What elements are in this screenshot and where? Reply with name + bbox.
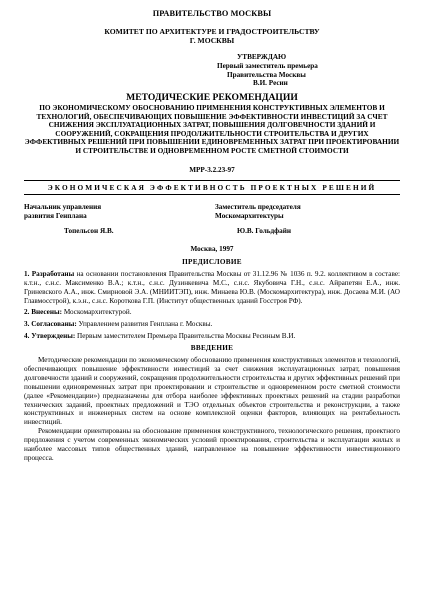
preface-item-3-number: 3. Согласованы: — [24, 320, 77, 329]
preface-item-2-number: 2. Внесены: — [24, 308, 63, 317]
intro-paragraph-2: Рекомендации ориентированы на обоснование применения конструктивного, технологического решения, проектного предложения с учетом современных экономических условий проектирования, строительства и эксплуатации жилых и наиболее массовых типов общественных зданий, направленное на повышение эффективности инвестиционного процесса. — [24, 427, 400, 462]
preface-item-1 — [24, 270, 400, 306]
approval-block — [217, 53, 400, 88]
signature-right-name: Ю.В. Гольдфайн — [237, 227, 292, 236]
signature-left-name: Топельсон Я.В. — [64, 227, 114, 236]
preface-item-4-text: Первым заместителем Премьера Правительства Москвы Ресиным В.И. — [75, 332, 296, 341]
city-year: Москва, 1997 — [190, 244, 234, 253]
approval-line-1: Первый заместитель премьера — [217, 61, 318, 70]
committee-line-1: КОМИТЕТ ПО АРХИТЕКТУРЕ И ГРАДОСТРОИТЕЛЬСТВУ — [104, 26, 320, 36]
signature-right-line-2: Москомархитектуры — [215, 212, 284, 221]
approval-line-2: Правительства Москвы — [227, 70, 306, 79]
signature-right — [215, 203, 400, 221]
series-title: ЭКОНОМИЧЕСКАЯ ЭФФЕКТИВНОСТЬ ПРОЕКТНЫХ РЕШЕНИЙ — [47, 182, 377, 192]
preface-item-1-number: 1. Разработаны — [24, 269, 75, 278]
preface-item-3 — [24, 320, 400, 329]
signature-left-line-1: Начальник управления — [24, 203, 102, 212]
preface-item-4-number: 4. Утверждены: — [24, 332, 76, 341]
preface-item-3-text: Управлением развития Генплана г. Москвы. — [76, 320, 213, 329]
preface-item-1-text: на основании постановления Правительства Москвы от 31.12.96 № 1036 п. 9.2. коллективом в составе: к.т.н., с.н.с. Максименко В.А.; к.т.н., с.н.с. Дузинкевича М.С., с.н.с. Якубовича Г.Н., с.н.с. Айрапетян Е.А., инж. Гриневского А.А., инж. Смирновой Э.А. (МНИИТЭП), инж. Минаева Ю.В. (Москомархитектура), инж. Досаева М.И. (АО Главмосстрой), к.э.н., с.н.с. Короткова Г.П. (Институт общественных зданий Госстроя РФ). — [24, 269, 400, 305]
document-subtitle: ПО ЭКОНОМИЧЕСКОМУ ОБОСНОВАНИЮ ПРИМЕНЕНИЯ КОНСТРУКТИВНЫХ ЭЛЕМЕНТОВ И ТЕХНОЛОГИЙ, ОБЕСПЕЧИВАЮЩИХ ПОВЫШЕНИЕ ЭФФЕКТИВНОСТИ ИНВЕСТИЦИЙ ЗА СЧЕТ СНИЖЕНИЯ ЭКСПЛУАТАЦИОННЫХ ЗАТРАТ, ПОВЫШЕНИЯ ДОЛГОВЕЧНОСТИ ЗДАНИЙ И СООРУЖЕНИЙ, СОКРАЩЕНИЯ ПРОДОЛЖИТЕЛЬНОСТИ СТРОИТЕЛЬСТВА И ДРУГИХ ЭФФЕКТИВНЫХ РЕШЕНИЙ ПРИ ПОВЫШЕНИИ ЕДИНОВРЕМЕННЫХ ЗАТРАТ ПРИ ПРОЕКТИРОВАНИИ И СТРОИТЕЛЬСТВЕ И ОДНОВРЕМЕННОМ РОСТЕ СМЕТНОЙ СТОИМОСТИ — [24, 103, 400, 156]
signature-names — [24, 227, 400, 236]
preface-heading: ПРЕДИСЛОВИЕ — [182, 257, 242, 266]
preface-item-4 — [24, 332, 400, 341]
committee-line-2: Г. МОСКВЫ — [189, 35, 235, 45]
approval-head: УТВЕРЖДАЮ — [237, 52, 287, 61]
signature-titles — [24, 203, 400, 221]
signature-left — [24, 203, 204, 221]
approval-line-3: В.И. Ресин — [253, 79, 288, 88]
document-title: МЕТОДИЧЕСКИЕ РЕКОМЕНДАЦИИ — [126, 92, 298, 104]
document-code: МРР-3.2.23-97 — [189, 165, 235, 174]
intro-paragraph-1: Методические рекомендации по экономическому обоснованию применения конструктивных элементов и технологий, обеспечивающих повышение эффективности инвестиций за счет снижения эксплуатационных затрат, повышения долговечности зданий и сооружений, сокращения продолжительности строительства и других эффективных решений при повышении единовременных затрат при проектировании и строительстве и одновременном росте сметной стоимости (далее «Рекомендации») предназначены для отбора наиболее эффективных проектных решений на стадии разработки технических заданий, проектных предложений и ТЭО отдельных объектов строительства и реконструкции, а также конструктивных и инженерных систем на основе комплексной оценки факторов, влияющих на рентабельность инвестиций. — [24, 356, 400, 427]
signature-right-line-1: Заместитель председателя — [215, 203, 301, 212]
committee-heading — [24, 27, 400, 45]
signature-left-line-2: развития Генплана — [24, 212, 87, 221]
government-heading: ПРАВИТЕЛЬСТВО МОСКВЫ — [152, 9, 272, 18]
divider-top — [24, 180, 400, 181]
preface-item-2 — [24, 308, 400, 317]
divider-bottom — [24, 194, 400, 195]
preface-item-2-text: Москомархитектурой. — [62, 308, 132, 317]
intro-heading: ВВЕДЕНИЕ — [190, 344, 234, 353]
